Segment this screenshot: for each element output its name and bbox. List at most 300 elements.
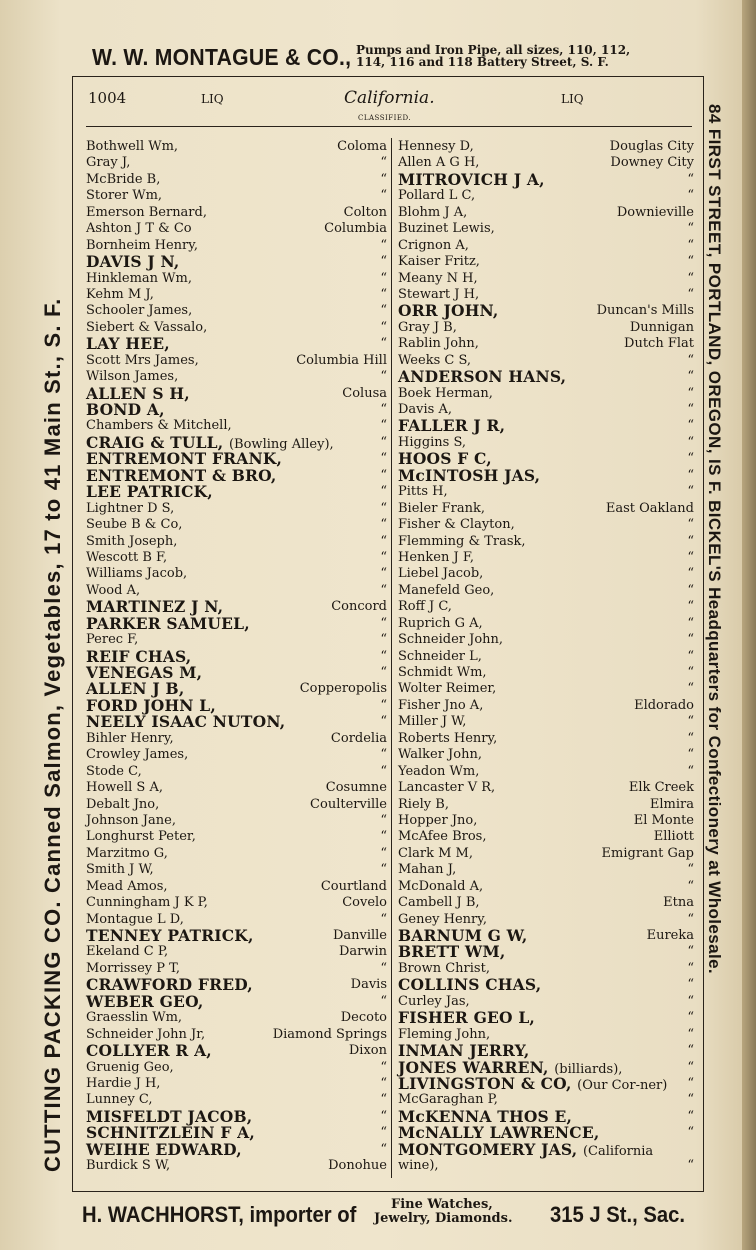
entry-name-text: Stode C, [86, 763, 142, 779]
entry-place: “ [687, 1010, 694, 1026]
entry-name-text: Cambell J B, [398, 895, 480, 911]
entry-name [86, 747, 188, 763]
entry-name [86, 402, 165, 418]
entry-note: (Bowling Alley), [228, 436, 334, 452]
entry-name [398, 698, 483, 714]
entry-name [86, 797, 159, 813]
entry-name-text: VENEGAS M, [86, 663, 203, 682]
entry-place: “ [687, 582, 694, 598]
entry-place: “ [380, 369, 387, 385]
entry-name-text: McINTOSH JAS, [398, 465, 541, 485]
entry-name-text: Weeks C S, [398, 352, 472, 368]
entry-name-text: McBride B, [86, 171, 161, 187]
directory-entry [86, 714, 387, 730]
directory-entry [86, 747, 387, 763]
entry-name-text: Lightner D S, [86, 500, 175, 516]
directory-entry [86, 336, 387, 352]
entry-place: Donohue [328, 1158, 387, 1174]
entry-place: Cordelia [330, 730, 387, 746]
entry-name [398, 862, 456, 878]
directory-entry [86, 172, 387, 188]
entry-place: Davis [350, 977, 387, 993]
directory-entry [398, 797, 694, 813]
page-number: 1004 [88, 89, 127, 107]
entry-place: “ [687, 451, 694, 467]
entry-place: “ [687, 714, 694, 730]
entry-name-text: McGaraghan P, [398, 1092, 498, 1108]
directory-entry [86, 613, 387, 633]
entry-name [398, 780, 495, 796]
entry-name-text: Perec F, [86, 632, 139, 648]
entry-name [86, 764, 142, 780]
bottom-advertisement [0, 1194, 756, 1238]
entry-name [398, 632, 503, 648]
directory-entry [86, 254, 387, 270]
entry-name [398, 616, 483, 632]
directory-entry [398, 1073, 694, 1093]
entry-name [86, 1010, 182, 1026]
directory-entry [398, 271, 694, 287]
directory-entry [86, 517, 387, 533]
entry-name [398, 534, 526, 550]
top-ad-line-1: Pumps and Iron Pipe, all sizes, 110, 112, [356, 43, 631, 57]
entry-name-text: ALLEN S H, [86, 383, 190, 403]
entry-name-text: SCHNITZLEIN F A, [86, 1123, 255, 1143]
entry-place: “ [380, 286, 387, 302]
entry-note: (billiards), [554, 1061, 623, 1077]
entry-name-text: Davis A, [398, 402, 452, 417]
entry-name [398, 501, 485, 517]
entry-name-text: McNALLY LAWRENCE, [398, 1123, 600, 1143]
entry-place: Concord [331, 599, 387, 615]
entry-place: “ [687, 862, 694, 878]
entry-place: Coulterville [310, 796, 387, 812]
entry-place: “ [687, 1043, 694, 1059]
entry-place: “ [687, 960, 694, 976]
entry-name-text: Ekeland C P, [86, 944, 169, 960]
directory-entry [398, 465, 694, 485]
entry-name [86, 1076, 160, 1092]
directory-entry [398, 862, 694, 878]
top-advertisement [0, 38, 756, 74]
entry-name [86, 928, 254, 944]
entry-place: Etna [663, 895, 694, 911]
entry-name [398, 188, 475, 204]
directory-entry [398, 221, 694, 237]
entry-place: “ [380, 1108, 387, 1124]
directory-entry [86, 402, 387, 418]
entry-name-text: Buzinet Lewis, [398, 221, 495, 237]
entry-name [86, 1043, 212, 1059]
entry-name-text: ENTREMONT FRANK, [86, 449, 283, 469]
entry-name [398, 221, 495, 237]
entry-place: “ [380, 254, 387, 270]
column-divider [391, 138, 392, 1178]
entry-place: “ [687, 1108, 694, 1124]
entry-name-text: Morrissey P T, [86, 960, 181, 976]
entry-name-text: WEIHE EDWARD, [86, 1139, 242, 1159]
entry-name [86, 1060, 174, 1076]
entry-name [398, 566, 483, 582]
directory-entry [398, 238, 694, 254]
directory-entry [398, 1010, 694, 1026]
entry-name [86, 944, 168, 960]
entry-name-text: Walker John, [398, 747, 482, 763]
entry-place: “ [380, 270, 387, 286]
entry-name [398, 169, 545, 189]
entry-name [398, 977, 541, 993]
entry-name [398, 238, 469, 254]
entry-name-text: Pitts H, [398, 484, 448, 500]
entry-place: “ [687, 385, 694, 401]
entry-name-text: McDonald A, [398, 878, 484, 894]
directory-entry [86, 895, 387, 911]
entry-place: “ [380, 697, 387, 713]
entry-name-text: Montague L D, [86, 911, 184, 927]
entry-place: “ [380, 303, 387, 319]
entry-name [398, 747, 482, 763]
header-rule [86, 126, 692, 127]
entry-name-text: Meany N H, [398, 270, 478, 286]
entry-name-text: Gray J, [86, 155, 131, 171]
entry-place: Coloma [337, 139, 387, 154]
directory-entry [86, 188, 387, 204]
entry-place: Eureka [646, 928, 694, 943]
entry-name [398, 879, 483, 895]
entry-place: “ [380, 319, 387, 335]
entry-place: “ [380, 812, 387, 828]
directory-entry [86, 764, 387, 780]
entry-name [398, 714, 466, 730]
entry-name [398, 550, 474, 566]
entry-place: “ [687, 681, 694, 697]
entry-name-text: Fleming John, [398, 1026, 491, 1042]
entry-name [398, 1158, 439, 1174]
left-margin-advertisement: CUTTING PACKING CO. Canned Salmon, Vegetables, 17 to 41 Main St., S. F. [40, 297, 65, 1172]
entry-name-text: ORR JOHN, [398, 301, 499, 321]
entry-name [398, 764, 479, 780]
entry-place: “ [380, 747, 387, 763]
entry-name-text: Higgins S, [398, 434, 467, 450]
entry-place: “ [687, 993, 694, 1009]
directory-entry [86, 829, 387, 845]
entry-place: Darwin [338, 944, 387, 960]
directory-entry [86, 155, 387, 171]
entry-name [86, 879, 168, 895]
entry-name-text: Schooler James, [86, 303, 193, 319]
entry-name [398, 271, 478, 287]
entry-name-text: Stewart J H, [398, 286, 480, 302]
entry-place: “ [380, 993, 387, 1009]
entry-place: “ [380, 845, 387, 861]
entry-place: “ [380, 418, 387, 434]
entry-name [86, 613, 250, 633]
entry-place: “ [687, 484, 694, 500]
page-header [86, 86, 692, 122]
entry-place: Covelo [342, 895, 387, 911]
entry-name-text: Manefeld Geo, [398, 582, 495, 598]
entry-name-text: Roberts Henry, [398, 730, 498, 746]
entry-name [86, 139, 178, 155]
entry-name-text: REIF CHAS, [86, 646, 192, 666]
entry-name [86, 336, 170, 352]
entry-name [398, 797, 449, 813]
entry-name-text: Kaiser Fritz, [398, 254, 480, 270]
entry-name [86, 731, 174, 747]
entry-name [398, 484, 448, 500]
directory-entry [398, 583, 694, 599]
entry-place: “ [380, 1092, 387, 1108]
directory-entry [398, 846, 694, 862]
entry-place: Eldorado [634, 697, 694, 713]
entry-name-text: Howell S A, [86, 780, 163, 796]
directory-entry [398, 205, 694, 221]
entry-name [398, 254, 480, 270]
entry-name-text: Bornheim Henry, [86, 237, 199, 253]
entry-place: “ [687, 977, 694, 993]
entry-name-text: LAY HEE, [86, 334, 170, 354]
entry-place: “ [380, 171, 387, 187]
entry-name [398, 583, 494, 599]
entry-name-text: Lancaster V R, [398, 780, 496, 796]
entry-name-text: Mahan J, [398, 862, 457, 878]
entry-place: “ [380, 862, 387, 878]
directory-entry [398, 386, 694, 402]
entry-name-text: Schneider John, [398, 632, 504, 648]
entry-name [398, 731, 497, 747]
directory-entry [86, 139, 387, 155]
entry-place: Copperopolis [299, 681, 387, 697]
directory-entry [398, 550, 694, 566]
entry-name-text: wine), [398, 1158, 439, 1174]
entry-place: “ [380, 582, 387, 598]
entry-name-text: PARKER SAMUEL, [86, 613, 250, 633]
directory-entry [398, 566, 694, 582]
directory-entry [398, 501, 694, 517]
entry-name [398, 599, 452, 615]
entry-name-text: Hennesy D, [398, 139, 474, 154]
entry-name-text: Schmidt Wm, [398, 665, 487, 680]
entry-place: “ [687, 615, 694, 631]
directory-entry [86, 813, 387, 829]
directory-entry [398, 169, 694, 189]
entry-name-text: Johnson Jane, [86, 812, 176, 828]
entry-place: “ [687, 402, 694, 417]
directory-entry [398, 747, 694, 763]
entry-place: “ [687, 188, 694, 204]
entry-place: “ [380, 451, 387, 467]
entry-name [86, 846, 168, 862]
entry-name-text: Storer Wm, [86, 188, 163, 204]
entry-name-text: McAfee Bros, [398, 829, 487, 845]
entry-name-text: BRETT WM, [398, 942, 506, 962]
entry-name [398, 205, 467, 221]
entry-place: Elmira [649, 796, 694, 812]
entry-name [86, 566, 187, 582]
directory-entry [398, 698, 694, 714]
entry-name-text: FISHER GEO L, [398, 1008, 536, 1028]
entry-name-text: Clark M M, [398, 845, 473, 861]
entry-name [86, 353, 199, 369]
directory-entry [398, 1139, 694, 1159]
entry-name-text: Crowley James, [86, 747, 189, 763]
directory-entry [398, 731, 694, 747]
entry-place: “ [687, 730, 694, 746]
directory-entry [86, 484, 387, 500]
entry-place: “ [380, 549, 387, 565]
entry-place: “ [687, 1125, 694, 1141]
entry-name-text: ALLEN J B, [86, 679, 185, 699]
directory-entry [398, 369, 694, 385]
directory-entry [86, 731, 387, 747]
directory-entry [398, 895, 694, 911]
bottom-ad-address: 315 J St., Sac. [550, 1202, 686, 1227]
entry-name [86, 1139, 242, 1159]
header-classified: CLASSIFIED. [358, 114, 412, 122]
directory-entry [398, 320, 694, 336]
directory-entry [398, 484, 694, 500]
entry-name [86, 813, 176, 829]
entry-place: “ [380, 1075, 387, 1091]
entry-name-text: Lunney C, [86, 1092, 153, 1108]
entry-place: Duncan's Mills [596, 303, 694, 319]
directory-entry [398, 616, 694, 632]
entry-name-text: MONTGOMERY JAS, [398, 1139, 578, 1159]
entry-place: “ [687, 944, 694, 960]
directory-entry [86, 501, 387, 517]
entry-name-text: COLLINS CHAS, [398, 975, 542, 995]
entry-name-text: FALLER J R, [398, 416, 506, 436]
entry-name-text: INMAN JERRY, [398, 1041, 530, 1061]
directory-entry [398, 632, 694, 648]
entry-place: “ [380, 402, 387, 417]
entry-name-text: BOND A, [86, 400, 165, 419]
entry-name [86, 254, 180, 270]
entry-name-text: Bothwell Wm, [86, 139, 179, 154]
directory-entry [398, 879, 694, 895]
entry-place: “ [687, 1075, 694, 1091]
entry-place: Dutch Flat [624, 336, 694, 352]
entry-name-text: Ashton J T & Co [86, 221, 192, 237]
directory-entry [86, 566, 387, 582]
directory-entry [398, 681, 694, 697]
entry-name [86, 829, 196, 845]
entry-place: “ [380, 632, 387, 648]
entry-name-text: Miller J W, [398, 714, 467, 730]
entry-place: “ [687, 221, 694, 237]
entry-name [398, 1010, 535, 1026]
entry-place: “ [687, 1158, 694, 1174]
directory-entry [86, 846, 387, 862]
entry-name-text: Boek Herman, [398, 385, 493, 401]
entry-place: “ [380, 615, 387, 631]
entry-place: Decoto [340, 1010, 387, 1026]
entry-place: “ [687, 911, 694, 927]
left-column [86, 139, 387, 1175]
entry-name [86, 172, 160, 188]
entry-name-text: LIVINGSTON & CO, [398, 1073, 572, 1093]
directory-entry [86, 879, 387, 895]
bottom-ad-name: H. WACHHORST, importer of [82, 1202, 357, 1227]
entry-place: “ [687, 171, 694, 187]
directory-entry [398, 714, 694, 730]
directory-entry [398, 418, 694, 434]
entry-name [398, 895, 480, 911]
entry-place: “ [380, 237, 387, 253]
entry-place: “ [687, 517, 694, 533]
entry-name-text: ENTREMONT & BRO, [86, 465, 277, 485]
entry-name [86, 188, 162, 204]
directory-entry [86, 303, 387, 319]
entry-name-text: Geney Henry, [398, 911, 487, 927]
entry-name-text: TENNEY PATRICK, [86, 926, 254, 945]
entry-name [398, 336, 479, 352]
entry-name [86, 714, 285, 730]
entry-name [398, 369, 566, 385]
entry-place: “ [380, 500, 387, 516]
entry-place: “ [687, 549, 694, 565]
entry-name-text: Gray J B, [398, 319, 457, 335]
directory-entry [86, 991, 387, 1011]
entry-name-text: Schneider L, [398, 648, 482, 664]
entry-name-text: Ruprich G A, [398, 615, 483, 631]
entry-name-text: Brown Christ, [398, 960, 490, 976]
entry-name-text: MISFELDT JACOB, [86, 1106, 253, 1126]
directory-entry [398, 977, 694, 993]
entry-name [398, 320, 457, 336]
directory-entry [86, 928, 387, 944]
page-edge [742, 0, 756, 1250]
entry-place: Elk Creek [628, 780, 694, 796]
entry-place: “ [380, 1125, 387, 1141]
directory-entry [86, 205, 387, 221]
header-liq-left: LIQ [201, 92, 224, 106]
entry-name [398, 465, 541, 485]
entry-place: “ [380, 336, 387, 352]
entry-place: “ [380, 648, 387, 664]
entry-name-text: COLLYER R A, [86, 1041, 212, 1061]
entry-name-text: Roff J C, [398, 599, 452, 615]
entry-name-text: WEBER GEO, [86, 991, 204, 1011]
entry-place: “ [687, 1092, 694, 1108]
entry-name-text: Fisher Jno A, [398, 697, 484, 713]
entry-name-text: Liebel Jacob, [398, 566, 484, 582]
top-ad-line-2: 114, 116 and 118 Battery Street, S. F. [356, 55, 609, 69]
entry-name-text: Fisher & Clayton, [398, 517, 515, 533]
entry-place: “ [687, 599, 694, 615]
directory-entry [86, 1139, 387, 1159]
entry-place: Downey City [610, 155, 694, 171]
entry-name [398, 649, 482, 665]
entry-place: Colusa [342, 385, 387, 401]
entry-name [86, 205, 207, 221]
right-margin-advertisement: 84 FIRST STREET, PORTLAND, OREGON, IS F. BICKEL'S Headquarters for Confectionery at Wholesale. [705, 104, 724, 975]
entry-name [398, 386, 493, 402]
directory-entry [86, 353, 387, 369]
entry-name-text: Blohm J A, [398, 204, 468, 220]
entry-name-text: Longhurst Peter, [86, 829, 196, 845]
entry-place: El Monte [633, 812, 694, 828]
entry-name [398, 517, 515, 533]
entry-name-text: Graesslin Wm, [86, 1010, 183, 1026]
entry-name [86, 484, 213, 500]
entry-name-text: JONES WARREN, [398, 1057, 549, 1077]
entry-name [398, 846, 473, 862]
entry-place: Columbia [324, 221, 387, 237]
entry-name [398, 303, 499, 319]
entry-name-text: Henken J F, [398, 549, 474, 565]
directory-entry [86, 1158, 387, 1174]
